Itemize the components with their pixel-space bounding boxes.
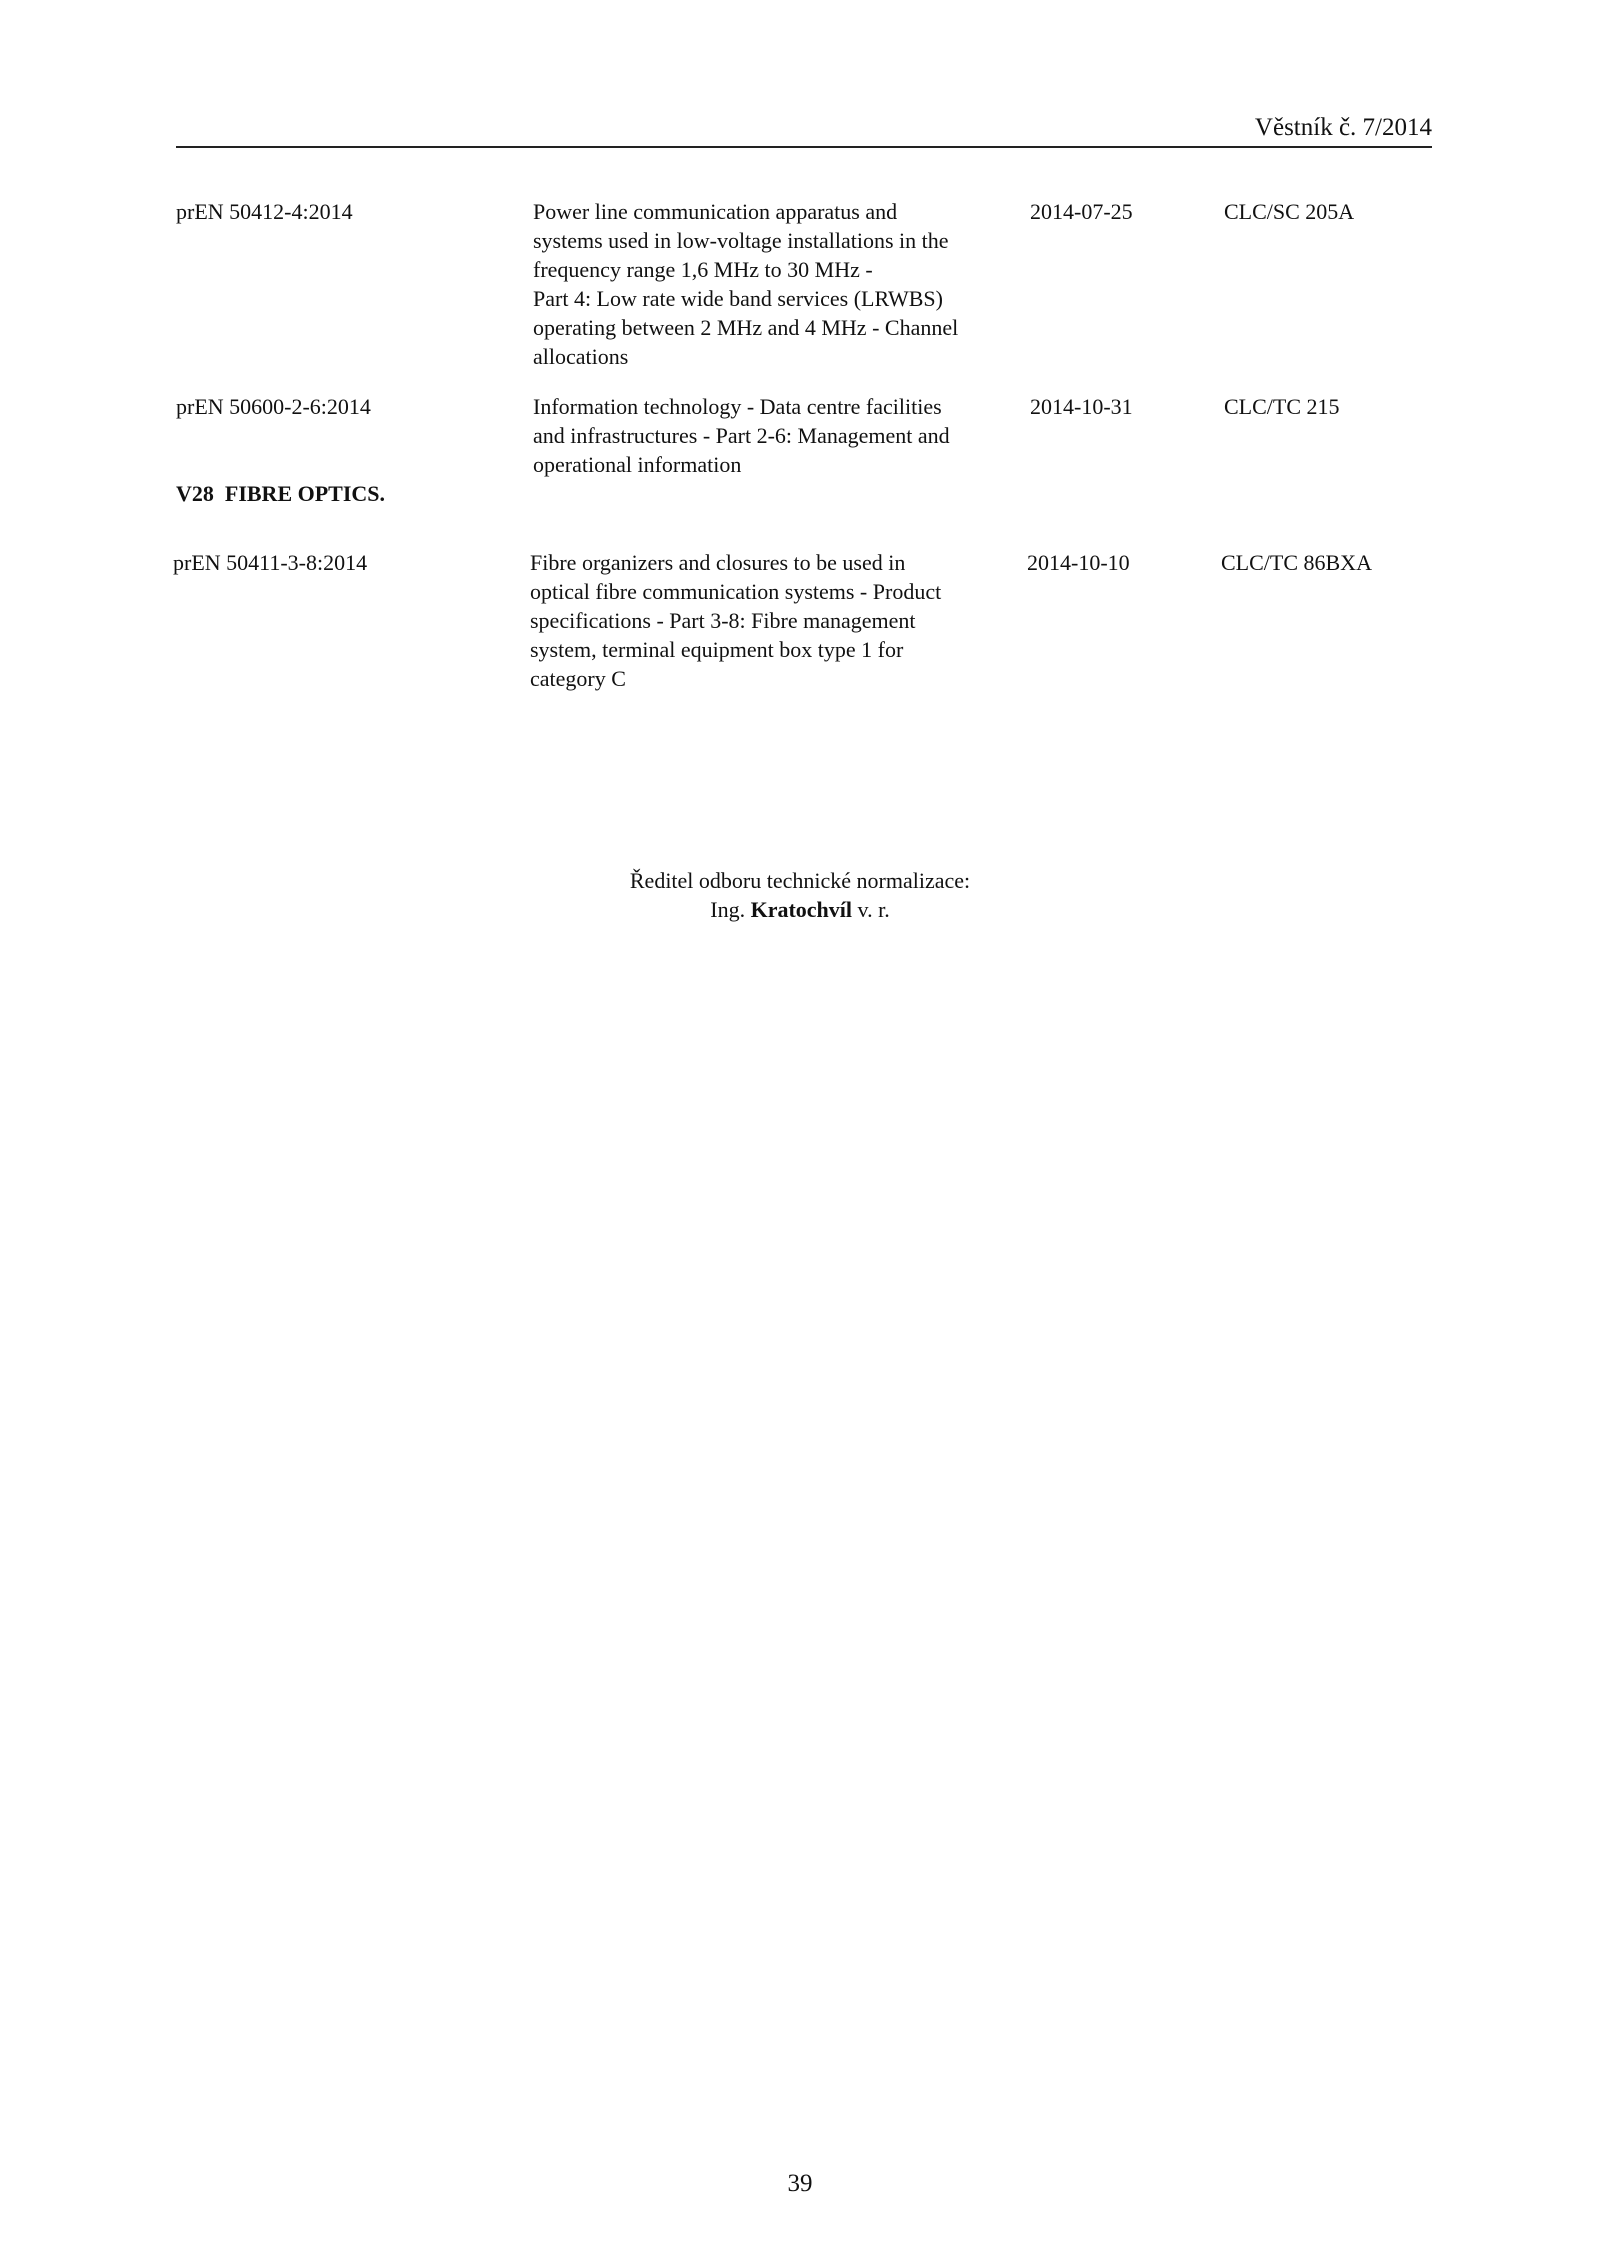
standard-title-line: Fibre organizers and closures to be used in [530, 550, 906, 575]
standard-title [533, 392, 1013, 479]
signatory-line [0, 895, 1600, 924]
standard-title-line: Information technology - Data centre facilities [533, 394, 942, 419]
standard-title-line: systems used in low-voltage installations in the [533, 228, 949, 253]
standard-title-line: Power line communication apparatus and [533, 199, 898, 224]
signature-block [0, 866, 1600, 924]
technical-committee: CLC/TC 86BXA [1221, 550, 1372, 575]
standard-title-line: allocations [533, 344, 629, 369]
standard-title-line: Part 4: Low rate wide band services (LRWBS) [533, 286, 943, 311]
standard-title-line: operational information [533, 452, 742, 477]
signatory-title: Ing. [710, 897, 746, 922]
standard-title-line: category C [530, 666, 626, 691]
standard-code: prEN 50600-2-6:2014 [176, 394, 371, 419]
section-heading: V28 FIBRE OPTICS. [176, 481, 386, 506]
standard-title-line: and infrastructures - Part 2-6: Management and [533, 423, 950, 448]
standard-title [530, 548, 1010, 693]
standard-title-line: optical fibre communication systems - Product [530, 579, 942, 604]
standard-code: prEN 50411-3-8:2014 [173, 550, 368, 575]
enquiry-end-date: 2014-07-25 [1030, 199, 1133, 224]
technical-committee: CLC/TC 215 [1224, 394, 1340, 419]
enquiry-end-date: 2014-10-31 [1030, 394, 1133, 419]
standard-title-line: operating between 2 MHz and 4 MHz - Channel [533, 315, 959, 340]
signatory-name: Kratochvíl [750, 897, 853, 922]
standard-title-line: frequency range 1,6 MHz to 30 MHz - [533, 257, 873, 282]
signatory-suffix: v. r. [857, 897, 890, 922]
standard-title-line: system, terminal equipment box type 1 for [530, 637, 904, 662]
standard-title [533, 197, 1013, 371]
standard-code: prEN 50412-4:2014 [176, 199, 353, 224]
enquiry-end-date: 2014-10-10 [1027, 550, 1130, 575]
signatory-role: Ředitel odboru technické normalizace: [629, 868, 971, 893]
standard-title-line: specifications - Part 3-8: Fibre management [530, 608, 916, 633]
technical-committee: CLC/SC 205A [1224, 199, 1355, 224]
header-divider [176, 146, 1432, 148]
bulletin-title: Věstník č. 7/2014 [1254, 114, 1432, 141]
page-number: 39 [787, 2170, 813, 2197]
